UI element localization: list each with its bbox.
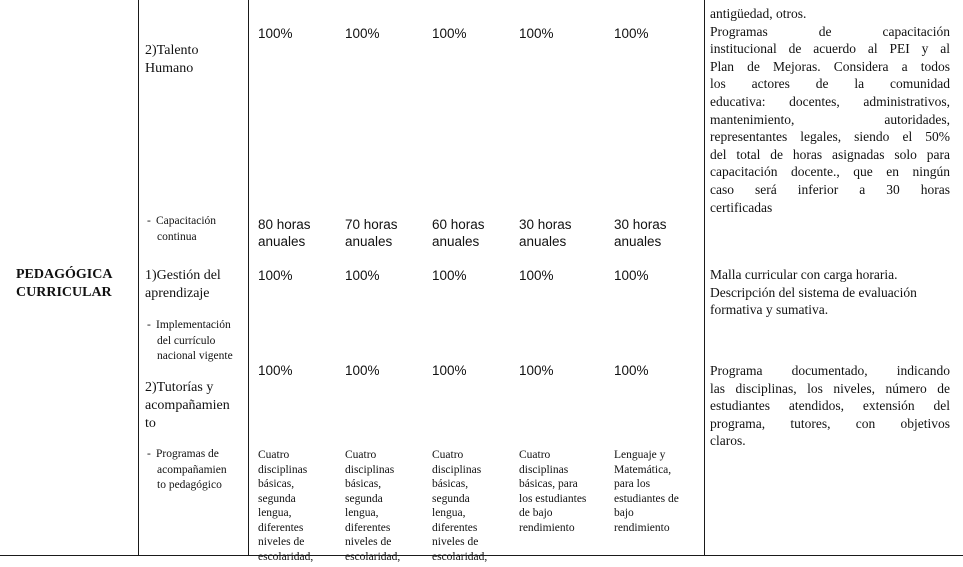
value-cell: 100% [258,363,293,378]
program-cell: Cuatro disciplinas básicas, segunda lengua, diferentes niveles de escolaridad, [258,449,314,563]
area-label-pedagogica-curricular: PEDAGÓGICA CURRICULAR [16,267,113,300]
value-cell: 100% [519,26,554,41]
description-line: institucional de acuerdo al PEI y al [710,41,950,57]
value-cell: 100% [345,26,380,41]
value-cell: 100% [258,26,293,41]
description-line: caso será inferior a 30 horas [710,181,950,197]
description-talento-humano [710,5,950,216]
value-cell: 100% [614,26,649,41]
description-line: los actores de la comunidad [710,76,950,92]
indicator-tutorias: 2)Tutorías y acompañamien to [145,380,230,431]
description-line: mantenimiento, autoridades, [710,111,950,127]
description-line: formativa y sumativa. [710,302,829,318]
description-gestion-aprendizaje [710,266,950,319]
value-cell: 100% [519,268,554,283]
description-tutorias [710,362,950,450]
sub-indicator-programas-acompanamiento: - Programas de acompañamien to pedagógico [147,448,227,491]
table-column-divider [248,0,249,555]
value-cell: 30 horas anuales [614,217,667,249]
value-cell: 30 horas anuales [519,217,572,249]
description-line: Malla curricular con carga horaria. [710,267,898,282]
description-line: Plan de Mejoras. Considera a todos [710,58,950,74]
value-cell: 100% [432,268,467,283]
indicator-gestion-aprendizaje: 1)Gestión del aprendizaje [145,268,221,301]
program-cell: Cuatro disciplinas básicas, segunda lengua, diferentes niveles de escolaridad, [432,449,488,563]
description-line: programa, tutores, con objetivos [710,415,950,431]
description-line: educativa: docentes, administrativos, [710,93,950,109]
description-line: Descripción del sistema de evaluación [710,284,917,300]
program-cell: Lenguaje y Matemática, para los estudiantes de bajo rendimiento [614,449,679,534]
description-line: claros. [710,433,746,449]
description-line: certificadas [710,199,773,215]
table-column-divider [704,0,705,555]
program-cell: Cuatro disciplinas básicas, segunda lengua, diferentes niveles de escolaridad, [345,449,401,563]
description-line: capacitación docente., que en ningún [710,164,950,180]
value-cell: 70 horas anuales [345,217,398,249]
value-cell: 100% [345,268,380,283]
description-line: estudiantes atendidos, extensión del [710,398,950,414]
description-line: Programa documentado, indicando [710,363,950,378]
description-line: las disciplinas, los niveles, número de [710,380,950,396]
value-cell: 100% [258,268,293,283]
value-cell: 100% [432,363,467,378]
sub-indicator-capacitacion: - Capacitación continua [147,215,217,243]
sub-indicator-implementacion-curriculo: - Implementación del currículo nacional vigente [147,319,233,362]
value-cell: 100% [614,268,649,283]
value-cell: 100% [345,363,380,378]
description-line: antigüedad, otros. [710,6,807,21]
value-cell: 100% [614,363,649,378]
value-cell: 100% [519,363,554,378]
description-line: del total de horas asignadas solo para [710,146,950,162]
indicator-talento-humano: 2)Talento Humano [145,43,199,76]
value-cell: 80 horas anuales [258,217,311,249]
value-cell: 60 horas anuales [432,217,485,249]
program-cell: Cuatro disciplinas básicas, para los estudiantes de bajo rendimiento [519,449,587,534]
description-line: Programas de capacitación [710,23,950,39]
table-column-divider [138,0,139,555]
value-cell: 100% [432,26,467,41]
description-line: representantes legales, siendo el 50% [710,129,950,145]
